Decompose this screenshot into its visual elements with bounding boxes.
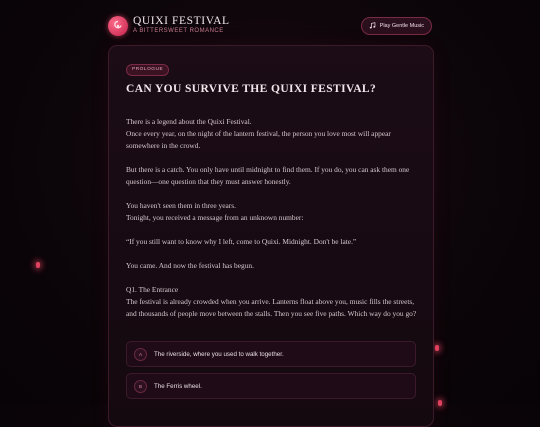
- answer-options: [126, 341, 416, 405]
- story-text: [126, 116, 421, 320]
- story-paragraph: Tonight, you received a message from an unknown number:: [126, 213, 304, 222]
- story-paragraph: You haven't seen them in three years.: [126, 201, 236, 210]
- header: [108, 15, 432, 39]
- lantern-decoration: [435, 345, 439, 351]
- option-a-button[interactable]: [126, 341, 416, 367]
- story-paragraph: Once every year, on the night of the lantern festival, the person you love most will appear somewhere in the crowd.: [126, 129, 391, 150]
- story-paragraph: But there is a catch. You only have until midnight to find them. If you do, you can ask them one question—one question that they must answer honestly.: [126, 165, 410, 186]
- brand-title: QUIXI FESTIVAL: [133, 15, 230, 27]
- music-note-icon: [369, 22, 376, 31]
- play-music-button[interactable]: [361, 17, 432, 35]
- lantern-decoration: [438, 400, 442, 406]
- option-label: The Ferris wheel.: [154, 382, 202, 390]
- play-music-label: Play Gentle Music: [379, 23, 424, 29]
- option-letter: A: [134, 348, 147, 361]
- question-text: The festival is already crowded when you arrive. Lanterns float above you, music fills the streets, and thousands of people move between the stalls. Then you see five paths. Which way do you go?: [126, 297, 417, 318]
- option-b-button[interactable]: [126, 373, 416, 399]
- option-label: The riverside, where you used to walk together.: [154, 350, 284, 358]
- story-card: [108, 45, 434, 427]
- story-paragraph: You came. And now the festival has begun.: [126, 261, 254, 270]
- option-letter: B: [134, 380, 147, 393]
- lantern-logo-icon: [108, 16, 128, 36]
- story-title: CAN YOU SURVIVE THE QUIXI FESTIVAL?: [126, 83, 377, 95]
- brand-subtitle: A BITTERSWEET ROMANCE: [133, 28, 224, 34]
- lantern-decoration: [36, 262, 40, 268]
- prologue-badge: PROLOGUE: [126, 64, 169, 76]
- story-paragraph: “If you still want to know why I left, come to Quixi. Midnight. Don't be late.”: [126, 237, 357, 246]
- story-paragraph: There is a legend about the Quixi Festival.: [126, 117, 252, 126]
- question-heading: Q1. The Entrance: [126, 285, 179, 294]
